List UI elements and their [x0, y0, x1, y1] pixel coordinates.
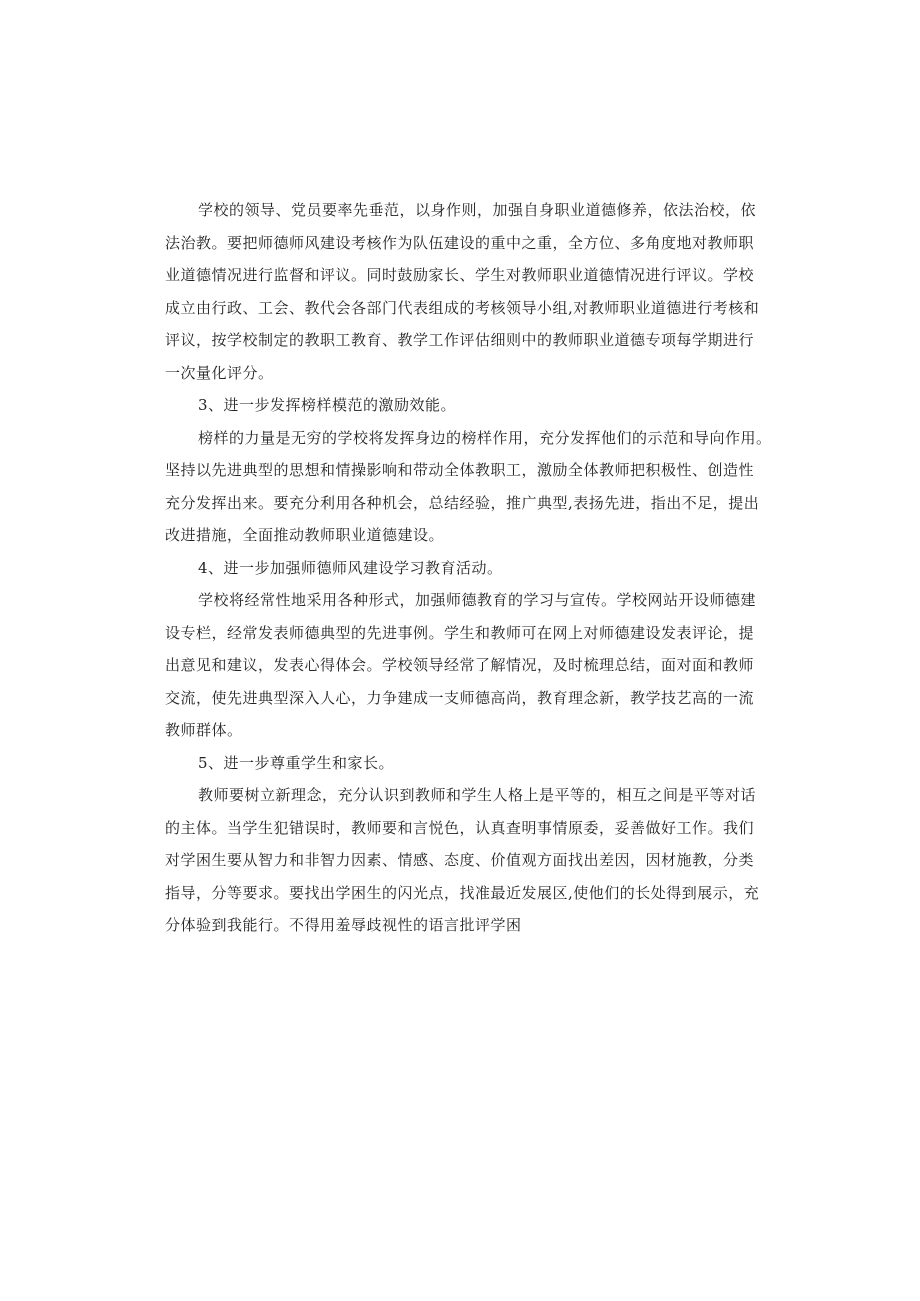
paragraph-line: 坚持以先进典型的思想和情操影响和带动全体教职工，激励全体教师把积极性、创造性: [165, 461, 755, 479]
paragraph-line: 法治教。要把师德师风建设考核作为队伍建设的重中之重，全方位、多角度地对教师职: [165, 233, 755, 252]
paragraph-line: 的主体。当学生犯错误时，教师要和言悦色，认真查明事情原委，妥善做好工作。我们: [165, 818, 755, 837]
paragraph-line: 教师群体。: [165, 721, 243, 739]
paragraph-line: 设专栏，经常发表师德典型的先进事例。学生和教师可在网上对师德建设发表评论，提: [165, 623, 755, 642]
paragraph-line: 业道德情况进行监督和评议。同时鼓励家长、学生对教师职业道德情况进行评议。学校: [165, 266, 755, 284]
section-heading: 3、进一步发挥榜样模范的激励效能。: [198, 396, 457, 414]
paragraph-line: 充分发挥出来。要充分利用各种机会，总结经验，推广典型,表扬先进，指出不足，提出: [165, 493, 760, 512]
paragraph-line: 成立由行政、工会、教代会各部门代表组成的考核领导小组,对教师职业道德进行考核和: [165, 298, 760, 317]
paragraph-line: 分体验到我能行。不得用羞辱歧视性的语言批评学困: [165, 916, 522, 934]
paragraph-line: 出意见和建议，发表心得体会。学校领导经常了解情况，及时梳理总结，面对面和教师: [165, 656, 755, 674]
paragraph-line: 交流，使先进典型深入人心，力争建成一支师德高尚，教育理念新，教学技艺高的一流: [165, 688, 755, 707]
paragraph-line: 榜样的力量是无穷的学校将发挥身边的榜样作用，充分发挥他们的示范和导向作用。: [198, 428, 772, 447]
paragraph-line: 对学困生要从智力和非智力因素、情感、态度、价值观方面找出差因，因材施教，分类: [165, 851, 755, 869]
paragraph-line: 学校将经常性地采用各种形式，加强师德教育的学习与宣传。学校网站开设师德建: [198, 591, 757, 609]
section-heading: 4、进一步加强师德师风建设学习教育活动。: [198, 558, 503, 577]
paragraph-line: 改进措施，全面推动教师职业道德建设。: [165, 526, 445, 544]
paragraph-line: 教师要树立新理念，充分认识到教师和学生人格上是平等的，相互之间是平等对话: [198, 786, 757, 804]
paragraph-line: 学校的领导、党员要率先垂范，以身作则，加强自身职业道德修养，依法治校，依: [198, 201, 757, 219]
section-heading: 5、进一步尊重学生和家长。: [198, 753, 395, 772]
paragraph-line: 指导，分等要求。要找出学困生的闪光点，找准最近发展区,使他们的长处得到展示，充: [165, 883, 760, 902]
document-body: [165, 194, 772, 942]
paragraph-line: 一次量化评分。: [165, 363, 274, 382]
paragraph-line: 评议，按学校制定的教职工教育、教学工作评估细则中的教师职业道德专项每学期进行: [165, 331, 755, 349]
